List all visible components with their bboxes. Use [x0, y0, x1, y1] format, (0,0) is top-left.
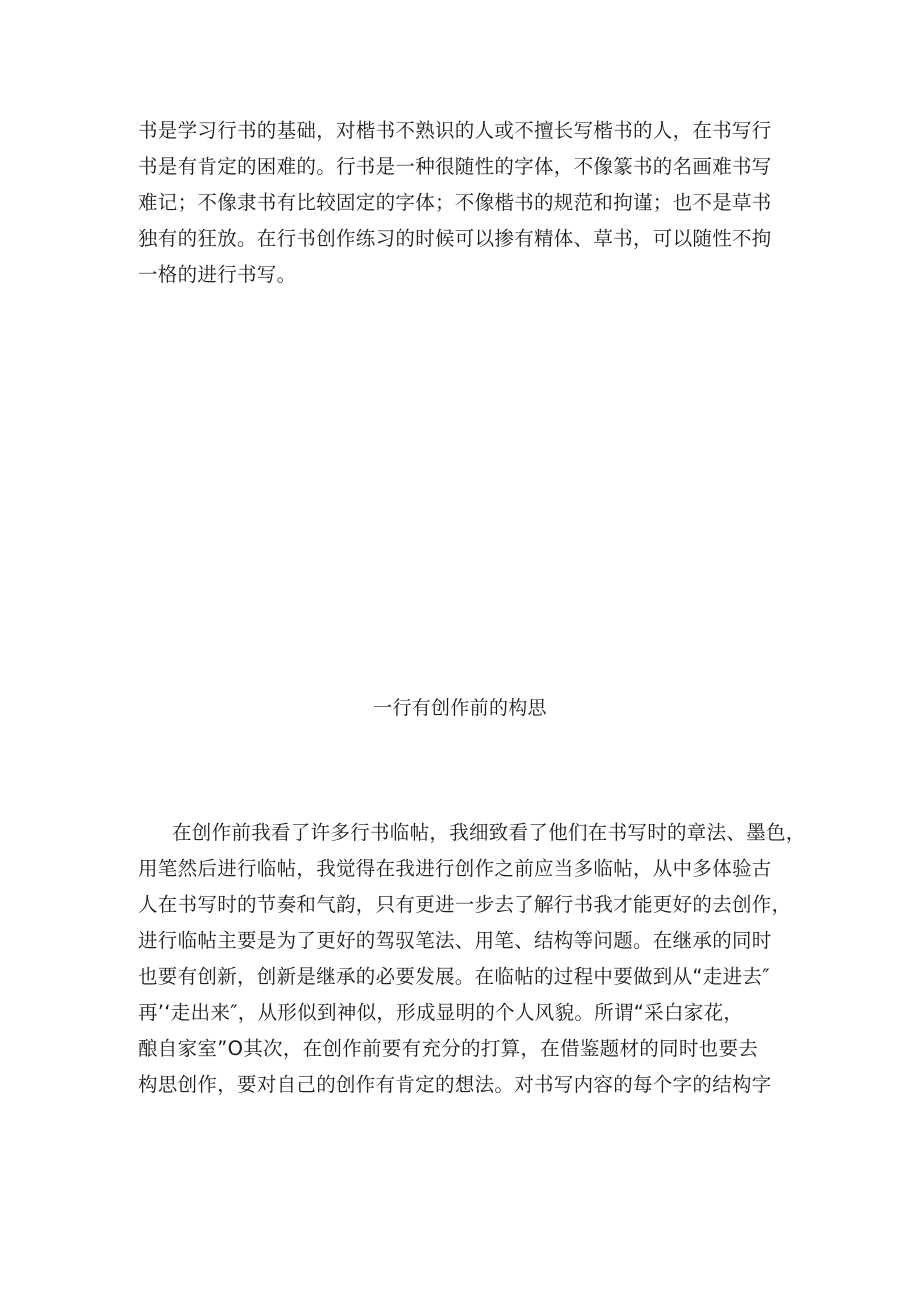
- text-line: 酿自家室”O其次，在创作前要有充分的打算，在借鉴题材的同时也要去: [138, 1037, 759, 1060]
- section-heading: 一行有创作前的构思: [373, 697, 547, 719]
- text-line: 难记；不像隶书有比较固定的字体；不像楷书的规范和拘谨；也不是草书: [138, 191, 772, 214]
- paragraph-body: [138, 815, 806, 1103]
- text-line: 进行临帖主要是为了更好的驾驭笔法、用笔、结构等问题。在继承的同时: [138, 929, 772, 952]
- text-line: 也要有创新，创新是继承的必要发展。在临帖的过程中要做到从“走进去″: [138, 965, 770, 988]
- text-line: 书是有肯定的困难的。行书是一种很随性的字体，不像篆书的名画难书写: [138, 155, 772, 178]
- text-line: 构思创作，要对自己的创作有肯定的想法。对书写内容的每个字的结构字: [138, 1073, 772, 1096]
- paragraph-intro: [138, 113, 788, 293]
- text-line: 一格的进行书写。: [138, 263, 297, 286]
- text-line: 再’‘走出来″，从形似到神似，形成显明的个人风貌。所谓“采白家花，: [138, 1001, 744, 1024]
- text-line: 独有的狂放。在行书创作练习的时候可以掺有精体、草书，可以随性不拘: [138, 227, 772, 250]
- text-line: 人在书写时的节奏和气韵，只有更进一步去了解行书我才能更好的去创作，: [138, 893, 792, 916]
- text-line: 书是学习行书的基础，对楷书不熟识的人或不擅长写楷书的人，在书写行: [138, 119, 772, 142]
- text-line: 在创作前我看了许多行书临帖，我细致看了他们在书写时的章法、墨色，: [172, 821, 806, 844]
- text-line: 用笔然后进行临帖，我觉得在我进行创作之前应当多临帖，从中多体验古: [138, 857, 772, 880]
